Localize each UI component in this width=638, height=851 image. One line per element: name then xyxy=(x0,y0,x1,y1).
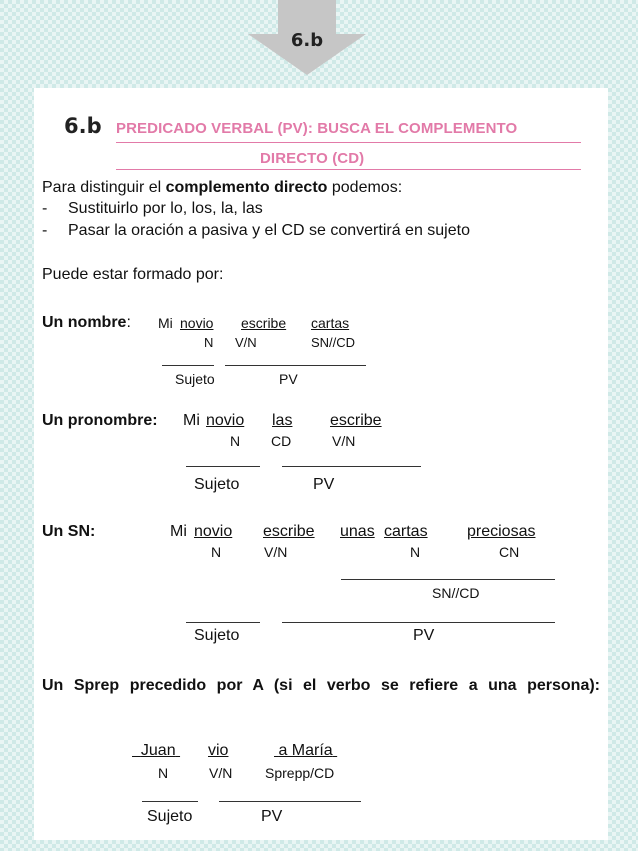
role-label: Sujeto xyxy=(147,808,193,825)
grammar-tag: N xyxy=(204,335,214,350)
underline-rule xyxy=(341,579,555,580)
example-word: escribe xyxy=(241,315,287,331)
underline-rule xyxy=(225,365,366,366)
intro-sentence xyxy=(42,178,402,197)
bullet-text: Sustituirlo por lo, los, la, las xyxy=(68,200,263,217)
example-label: Un pronombre: xyxy=(42,412,158,429)
example-word: novio xyxy=(194,523,233,540)
underline-rule xyxy=(142,801,198,802)
role-label: Sujeto xyxy=(194,627,240,644)
example-label: Un SN: xyxy=(42,523,96,540)
example-word-text: Juan xyxy=(140,742,176,759)
example-word: Mi xyxy=(158,315,173,331)
intro-text: Para distinguir el xyxy=(42,179,166,196)
page-title-line1: PREDICADO VERBAL (PV): BUSCA EL COMPLEMENTO xyxy=(116,120,518,137)
example-label xyxy=(42,313,131,332)
example-word: cartas xyxy=(311,315,350,331)
role-label: PV xyxy=(413,627,435,644)
grammar-tag: Sprepp/CD xyxy=(265,765,335,781)
underline-rule xyxy=(219,801,361,802)
example-word xyxy=(274,741,337,760)
document-page xyxy=(34,88,608,840)
role-label: PV xyxy=(261,808,283,825)
underline-rule xyxy=(282,466,421,467)
example-word: preciosas xyxy=(467,523,536,540)
grammar-tag: N xyxy=(230,433,241,449)
example-word: Mi xyxy=(183,412,200,429)
example-word: unas xyxy=(340,523,375,540)
grammar-tag: N xyxy=(211,544,222,560)
page-title-line2: DIRECTO (CD) xyxy=(260,150,365,167)
underline-rule xyxy=(282,622,555,623)
grammar-tag: N xyxy=(158,765,169,781)
example-word-text: a María xyxy=(278,742,333,759)
example-word: las xyxy=(272,412,293,429)
list-item: - Sustituirlo por lo, los, la, las xyxy=(42,200,263,217)
example-label-colon: : xyxy=(126,314,131,331)
underline-rule xyxy=(162,365,214,366)
example-word: Mi xyxy=(170,523,187,540)
section-number: 6.b xyxy=(64,114,102,138)
sn-cd-label: SN//CD xyxy=(432,585,480,601)
bullet-text: Pasar la oración a pasiva y el CD se convertirá en sujeto xyxy=(68,222,470,239)
grammar-tag: V/N xyxy=(235,335,257,350)
role-label: PV xyxy=(279,371,298,387)
grammar-tag: V/N xyxy=(332,433,356,449)
grammar-tag: SN//CD xyxy=(311,335,356,350)
section-badge-arrow xyxy=(248,0,366,75)
title-underline xyxy=(116,169,581,170)
grammar-tag: N xyxy=(410,544,421,560)
grammar-tag: CN xyxy=(499,544,520,560)
formed-by-text: Puede estar formado por: xyxy=(42,266,224,283)
role-label: Sujeto xyxy=(194,476,240,493)
example-word: escribe xyxy=(263,523,315,540)
example-word: novio xyxy=(180,315,214,331)
grammar-tag: V/N xyxy=(209,765,233,781)
underline-rule xyxy=(186,622,260,623)
example-label: Un Sprep precedido por A (si el verbo se refiere a una persona): xyxy=(42,677,600,694)
role-label: PV xyxy=(313,476,335,493)
intro-bold-term: complemento directo xyxy=(165,179,328,196)
badge-label: 6.b xyxy=(290,30,324,51)
role-label: Sujeto xyxy=(175,371,215,387)
title-underline xyxy=(116,142,581,143)
example-word: novio xyxy=(206,412,245,429)
example-word: cartas xyxy=(384,523,428,540)
example-word: escribe xyxy=(330,412,382,429)
underline-rule xyxy=(186,466,260,467)
intro-text: podemos: xyxy=(327,179,403,196)
example-word: vio xyxy=(208,742,229,759)
grammar-tag: CD xyxy=(271,433,292,449)
list-item: - Pasar la oración a pasiva y el CD se convertirá en sujeto xyxy=(42,222,470,239)
example-label-text: Un nombre xyxy=(42,314,127,331)
grammar-tag: V/N xyxy=(264,544,288,560)
example-word xyxy=(132,741,180,760)
